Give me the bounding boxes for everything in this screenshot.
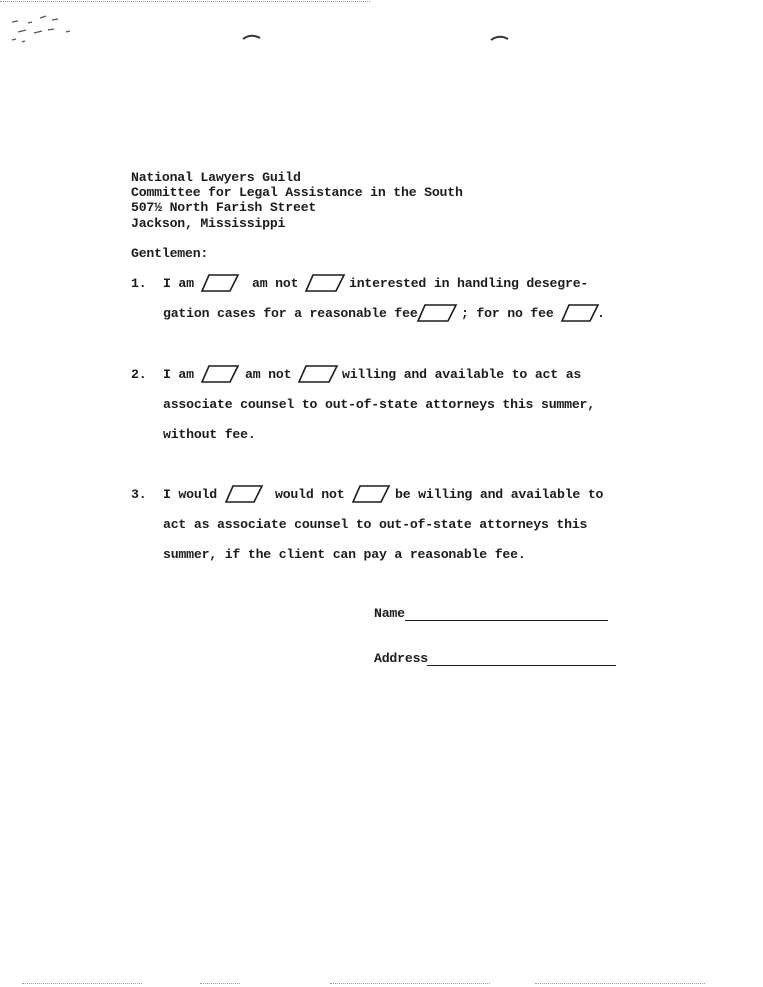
- hole-mark-left: [242, 33, 262, 41]
- item-2-am-not-checkbox[interactable]: [298, 365, 328, 381]
- item-3-line2: act as associate counsel to out-of-state attorneys this: [163, 517, 588, 532]
- scan-edge-bottom-center: [330, 983, 490, 984]
- scan-edge-bottom-mid: [200, 983, 240, 984]
- recipient-name: National Lawyers Guild: [131, 170, 301, 185]
- item-2-number: 2.: [131, 367, 147, 382]
- item-1-no-fee-checkbox[interactable]: [561, 304, 591, 320]
- item-2-line2: associate counsel to out-of-state attorneys this summer,: [163, 397, 595, 412]
- item-3-line1-suffix: be willing and available to: [395, 487, 604, 502]
- item-2-line1-suffix: willing and available to act as: [342, 367, 582, 382]
- item-3-line3: summer, if the client can pay a reasonable fee.: [163, 547, 526, 562]
- recipient-committee: Committee for Legal Assistance in the South: [131, 185, 463, 200]
- item-3-would-not: would not: [275, 487, 345, 502]
- item-1-no-fee-label: ; for no fee: [461, 306, 554, 321]
- hole-mark-right: [490, 34, 510, 42]
- scan-edge-top: [0, 1, 370, 2]
- scan-edge-bottom-right: [535, 983, 705, 984]
- recipient-city: Jackson, Mississippi: [131, 216, 286, 231]
- item-1-line1-suffix: interested in handling desegre-: [349, 276, 589, 291]
- item-2-am-checkbox[interactable]: [201, 365, 231, 381]
- address-label: Address: [374, 651, 428, 666]
- item-1-number: 1.: [131, 276, 147, 291]
- item-1-line2-prefix: gation cases for a reasonable fee: [163, 306, 418, 321]
- item-1-am-not: am not: [252, 276, 299, 291]
- item-1-i-am: I am: [163, 276, 194, 291]
- item-3-would-not-checkbox[interactable]: [352, 485, 382, 501]
- item-1-reasonable-fee-checkbox[interactable]: [417, 304, 447, 320]
- item-2-i-am: I am: [163, 367, 194, 382]
- item-3-would-checkbox[interactable]: [225, 485, 255, 501]
- recipient-street: 507½ North Farish Street: [131, 200, 317, 215]
- item-1-am-not-checkbox[interactable]: [305, 274, 335, 290]
- item-1-am-checkbox[interactable]: [201, 274, 231, 290]
- item-3-number: 3.: [131, 487, 147, 502]
- item-3-i-would: I would: [163, 487, 217, 502]
- scan-mark-top-left: [8, 14, 78, 50]
- item-2-line3: without fee.: [163, 427, 256, 442]
- scan-edge-bottom-left: [22, 983, 142, 984]
- item-2-am-not: am not: [245, 367, 292, 382]
- address-field-line[interactable]: [427, 665, 616, 666]
- item-1-period: .: [597, 306, 605, 321]
- name-label: Name: [374, 606, 405, 621]
- name-field-line[interactable]: [405, 620, 608, 621]
- salutation: Gentlemen:: [131, 246, 209, 261]
